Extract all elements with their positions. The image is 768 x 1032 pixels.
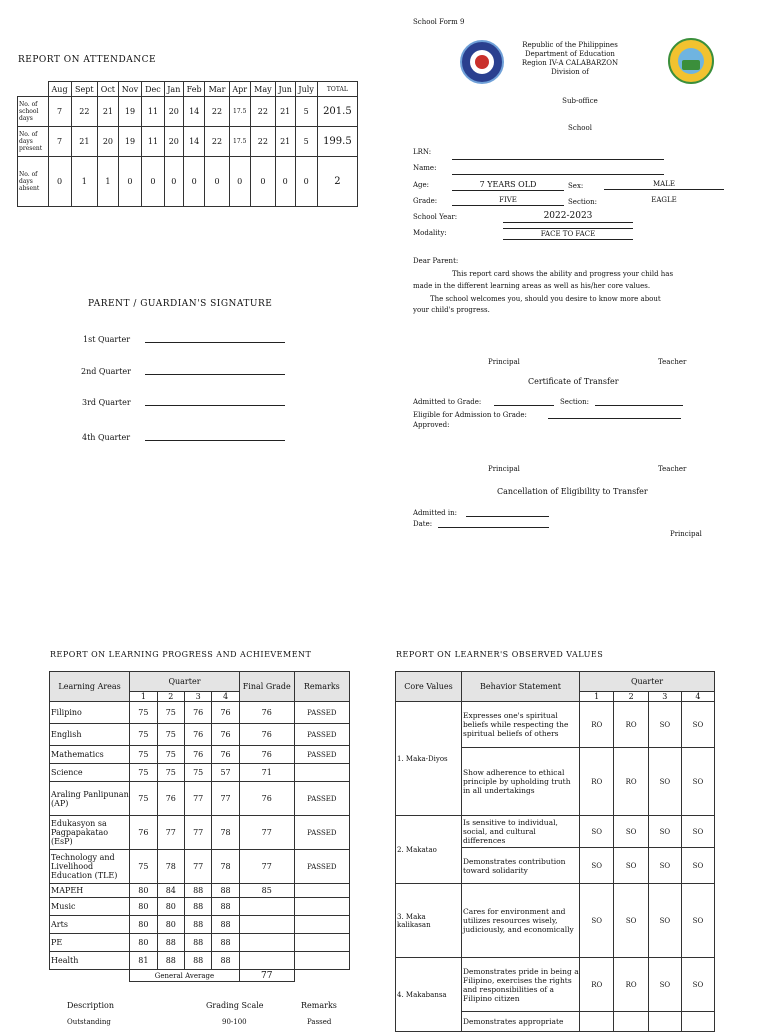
month-header: July (295, 82, 317, 97)
quarter-grade: 84 (157, 884, 184, 898)
values-title: REPORT ON LEARNER'S OBSERVED VALUES (396, 650, 604, 659)
learning-row (50, 746, 350, 764)
learning-area: Science (50, 764, 130, 782)
learning-row (50, 952, 350, 970)
certificate-title: Certificate of Transfer (528, 377, 619, 386)
value-rating: RO (580, 748, 614, 816)
modality-label: Modality: (413, 229, 447, 237)
cell: 22 (250, 127, 275, 157)
admitted-grade-label: Admitted to Grade: (413, 398, 482, 406)
quarter-number: 4 (681, 692, 714, 702)
row-label: No. of days absent (18, 157, 49, 207)
principal-label: Principal (488, 465, 520, 473)
remarks (294, 764, 349, 782)
value-rating (648, 1012, 681, 1032)
cell: 0 (250, 157, 275, 207)
cell: 0 (229, 157, 250, 207)
quarter-grade: 76 (130, 816, 157, 850)
quarter-grade: 88 (184, 898, 211, 916)
learning-area: Filipino (50, 702, 130, 724)
behavior-statement: Show adherence to ethical principle by upholding truth in all undertakings (462, 748, 580, 816)
teacher-label: Teacher (658, 465, 687, 473)
total-cell: 201.5 (317, 97, 357, 127)
grading-scale-label: Grading Scale (206, 1001, 264, 1010)
quarter-grade: 80 (157, 916, 184, 934)
value-rating: SO (614, 848, 648, 884)
grade-value[interactable]: FIVE (452, 196, 564, 206)
behavior-header: Behavior Statement (462, 672, 580, 702)
quarter-number: 3 (184, 692, 211, 702)
value-rating: RO (614, 748, 648, 816)
quarter-grade: 77 (184, 816, 211, 850)
month-header: Dec (142, 82, 165, 97)
cell: 11 (142, 127, 165, 157)
deped-seal-icon (460, 40, 504, 84)
core-value: 4. Makabansa (396, 958, 462, 1032)
cell: 20 (98, 127, 119, 157)
learning-row (50, 764, 350, 782)
learning-area-header: Learning Areas (50, 672, 130, 702)
learning-area: Araling Panlipunan (AP) (50, 782, 130, 816)
quarter-grade: 78 (157, 850, 184, 884)
quarter-label: 1st Quarter (83, 335, 131, 344)
quarter-grade: 76 (212, 724, 239, 746)
cell: 21 (98, 97, 119, 127)
behavior-statement: Demonstrates appropriate (462, 1012, 580, 1032)
month-header: Sept (71, 82, 97, 97)
values-row (396, 884, 715, 958)
sex-value[interactable]: MALE (604, 180, 724, 190)
value-rating: SO (648, 848, 681, 884)
month-header: Jun (275, 82, 295, 97)
quarter-grade: 88 (184, 952, 211, 970)
cancellation-title: Cancellation of Eligibility to Transfer (497, 487, 648, 496)
value-rating: RO (614, 702, 648, 748)
learning-row (50, 916, 350, 934)
admitted-grade-field[interactable] (494, 405, 554, 406)
final-grade: 77 (239, 816, 294, 850)
remarks-header: Remarks (294, 672, 349, 702)
remarks: PASSED (294, 816, 349, 850)
final-grade: 85 (239, 884, 294, 898)
suboffice-text: Sub-office (562, 97, 598, 105)
cell: 14 (183, 127, 205, 157)
quarter-grade: 75 (184, 764, 211, 782)
letter-line: This report card shows the ability and progress your child has (452, 270, 674, 278)
value-rating: SO (681, 702, 714, 748)
value-rating: SO (580, 884, 614, 958)
learning-area: MAPEH (50, 884, 130, 898)
row-label: No. of days present (18, 127, 49, 157)
cell: 11 (142, 97, 165, 127)
quarter-grade: 88 (212, 898, 239, 916)
remarks (294, 952, 349, 970)
quarter-grade: 80 (157, 898, 184, 916)
remarks: PASSED (294, 782, 349, 816)
school-year-value[interactable]: 2022-2023 (503, 211, 633, 223)
learning-row (50, 884, 350, 898)
total-cell: 199.5 (317, 127, 357, 157)
principal-label: Principal (488, 358, 520, 366)
cell: 0 (48, 157, 71, 207)
descriptor: Outstanding (67, 1018, 111, 1026)
section-value[interactable]: EAGLE (651, 196, 677, 204)
quarter-grade: 80 (130, 916, 157, 934)
cell: 21 (275, 127, 295, 157)
quarter-grade: 88 (212, 916, 239, 934)
approved-label: Approved: (413, 421, 450, 429)
quarter-grade: 76 (157, 782, 184, 816)
total-header: TOTAL (317, 82, 357, 97)
cell: 0 (118, 157, 141, 207)
quarter-grade: 77 (184, 782, 211, 816)
quarter-grade: 88 (184, 916, 211, 934)
quarter-grade: 76 (212, 702, 239, 724)
quarter-grade: 75 (130, 702, 157, 724)
final-grade: 71 (239, 764, 294, 782)
month-header: May (250, 82, 275, 97)
name-label: Name: (413, 164, 437, 172)
quarter-grade: 77 (157, 816, 184, 850)
cell: 5 (295, 127, 317, 157)
cell: 22 (205, 127, 229, 157)
form-number: School Form 9 (413, 18, 465, 26)
quarter-grade: 75 (130, 764, 157, 782)
general-average-label: General Average (130, 970, 240, 982)
final-grade: 76 (239, 724, 294, 746)
quarter-grade: 80 (130, 934, 157, 952)
section-label: Section: (568, 198, 597, 206)
learning-area: PE (50, 934, 130, 952)
final-grade-header: Final Grade (239, 672, 294, 702)
value-rating: RO (580, 958, 614, 1012)
remarks (294, 884, 349, 898)
value-rating: RO (580, 702, 614, 748)
behavior-statement: Demonstrates contribution toward solidarity (462, 848, 580, 884)
cell: 20 (164, 127, 183, 157)
learning-area: Music (50, 898, 130, 916)
value-rating: SO (648, 958, 681, 1012)
value-rating: SO (681, 884, 714, 958)
month-header: Aug (48, 82, 71, 97)
lrn-label: LRN: (413, 148, 432, 156)
values-row (396, 702, 715, 748)
core-value: 3. Maka kalikasan (396, 884, 462, 958)
remarks: PASSED (294, 702, 349, 724)
section-transfer-field[interactable] (595, 405, 683, 406)
learning-title: REPORT ON LEARNING PROGRESS AND ACHIEVEMENT (50, 650, 312, 659)
value-rating (681, 1012, 714, 1032)
deped-header (505, 41, 635, 77)
lrn-field[interactable] (452, 159, 664, 160)
cell: 19 (118, 127, 141, 157)
cell: 22 (205, 97, 229, 127)
quarter-grade: 76 (184, 746, 211, 764)
division-text: Division of (551, 68, 589, 76)
region-text: Region IV-A CALABARZON (521, 59, 619, 67)
cell: 5 (295, 97, 317, 127)
general-average-value: 77 (239, 970, 294, 982)
signature-title: PARENT / GUARDIAN'S SIGNATURE (88, 299, 273, 309)
attendance-title: REPORT ON ATTENDANCE (18, 55, 157, 65)
signature-line[interactable] (145, 374, 285, 375)
value-rating (614, 1012, 648, 1032)
letter-greeting: Dear Parent: (413, 257, 459, 265)
grade-range: 90-100 (222, 1018, 247, 1026)
month-header: Feb (183, 82, 205, 97)
quarter-grade: 78 (212, 816, 239, 850)
section-transfer-label: Section: (560, 398, 589, 406)
values-table (395, 671, 715, 1032)
cell: 20 (164, 97, 183, 127)
learning-area: Health (50, 952, 130, 970)
value-rating: SO (648, 816, 681, 848)
quarter-grade: 75 (157, 724, 184, 746)
learning-area: Arts (50, 916, 130, 934)
cell: 0 (142, 157, 165, 207)
cell: 0 (183, 157, 205, 207)
age-label: Age: (413, 181, 430, 189)
final-grade: 76 (239, 746, 294, 764)
republic-text: Republic of the Philippines (522, 41, 618, 49)
value-rating (580, 1012, 614, 1032)
value-rating: SO (648, 702, 681, 748)
core-value: 2. Makatao (396, 816, 462, 884)
month-header: Oct (98, 82, 119, 97)
quarter-grade: 80 (130, 884, 157, 898)
quarter-grade: 75 (130, 724, 157, 746)
signature-line[interactable] (145, 405, 285, 406)
admitted-in-field[interactable] (466, 516, 549, 517)
quarter-grade: 88 (212, 934, 239, 952)
cell: 0 (205, 157, 229, 207)
modality-value[interactable]: FACE TO FACE (503, 228, 633, 240)
quarter-grade: 88 (212, 952, 239, 970)
quarter-grade: 75 (130, 782, 157, 816)
value-rating: SO (648, 748, 681, 816)
values-row (396, 958, 715, 1012)
quarter-label: 3rd Quarter (82, 398, 131, 407)
quarter-grade: 75 (157, 764, 184, 782)
quarter-header: Quarter (580, 672, 715, 692)
quarter-grade: 88 (184, 884, 211, 898)
value-rating: SO (681, 816, 714, 848)
quarter-grade: 75 (130, 746, 157, 764)
remarks: PASSED (294, 850, 349, 884)
remarks: PASSED (294, 724, 349, 746)
learning-area: Technology and Livelihood Education (TLE) (50, 850, 130, 884)
attendance-table (17, 81, 358, 207)
value-rating: SO (681, 748, 714, 816)
letter-line: made in the different learning areas as well as his/her core values. (413, 282, 651, 290)
behavior-statement: Expresses one's spiritual beliefs while respecting the spiritual beliefs of others (462, 702, 580, 748)
value-rating: SO (614, 816, 648, 848)
quarter-grade: 88 (184, 934, 211, 952)
learning-row (50, 850, 350, 884)
learning-row (50, 816, 350, 850)
date-field[interactable] (438, 527, 549, 528)
signature-line[interactable] (145, 440, 285, 441)
quarter-number: 1 (580, 692, 614, 702)
learning-row (50, 724, 350, 746)
quarter-grade: 75 (130, 850, 157, 884)
quarter-grade: 81 (130, 952, 157, 970)
name-field[interactable] (452, 174, 664, 175)
final-grade (239, 934, 294, 952)
grade-label: Grade: (413, 197, 438, 205)
remarks-label: Remarks (301, 1001, 337, 1010)
quarter-grade: 76 (212, 746, 239, 764)
quarter-number: 3 (648, 692, 681, 702)
final-grade (239, 916, 294, 934)
letter-line: your child's progress. (413, 306, 490, 314)
cell: 7 (48, 97, 71, 127)
school-text: School (568, 124, 592, 132)
cell: 7 (48, 127, 71, 157)
quarter-number: 4 (212, 692, 239, 702)
eligible-field[interactable] (548, 418, 681, 419)
final-grade: 76 (239, 782, 294, 816)
behavior-statement: Demonstrates pride in being a Filipino, exercises the rights and responsibilities of a Filipino citizen (462, 958, 580, 1012)
quarter-label: 4th Quarter (82, 433, 131, 442)
quarter-grade: 75 (157, 702, 184, 724)
quarter-grade: 88 (157, 934, 184, 952)
cell: 0 (164, 157, 183, 207)
final-grade (239, 898, 294, 916)
value-rating: SO (580, 816, 614, 848)
quarter-grade: 88 (212, 884, 239, 898)
cell: 14 (183, 97, 205, 127)
learning-area: English (50, 724, 130, 746)
cell: 17.5 (229, 97, 250, 127)
quarter-grade: 77 (184, 850, 211, 884)
quarter-number: 1 (130, 692, 157, 702)
letter-line: The school welcomes you, should you desire to know more about (430, 295, 661, 303)
value-rating: SO (681, 958, 714, 1012)
sex-label: Sex: (568, 182, 584, 190)
quarter-grade: 57 (212, 764, 239, 782)
cell: 22 (250, 97, 275, 127)
value-rating: SO (648, 884, 681, 958)
signature-line[interactable] (145, 342, 285, 343)
descriptor-remark: Passed (307, 1018, 332, 1026)
month-header: Nov (118, 82, 141, 97)
cell: 19 (118, 97, 141, 127)
learning-row (50, 934, 350, 952)
month-header: Jan (164, 82, 183, 97)
learning-row (50, 782, 350, 816)
age-value[interactable]: 7 YEARS OLD (452, 180, 564, 191)
eligible-label: Eligible for Admission to Grade: (413, 411, 527, 419)
principal-label: Principal (670, 530, 702, 538)
cell: 21 (71, 127, 97, 157)
teacher-label: Teacher (658, 358, 687, 366)
final-grade (239, 952, 294, 970)
values-row (396, 816, 715, 848)
value-rating: SO (580, 848, 614, 884)
core-value: 1. Maka-Diyos (396, 702, 462, 816)
cell: 17.5 (229, 127, 250, 157)
core-values-header: Core Values (396, 672, 462, 702)
quarter-grade: 76 (184, 724, 211, 746)
description-label: Description (67, 1001, 114, 1010)
learning-area: Mathematics (50, 746, 130, 764)
remarks (294, 934, 349, 952)
value-rating: SO (614, 884, 648, 958)
quarter-grade: 76 (184, 702, 211, 724)
month-header: Mar (205, 82, 229, 97)
quarter-number: 2 (157, 692, 184, 702)
behavior-statement: Cares for environment and utilizes resources wisely, judiciously, and economically (462, 884, 580, 958)
row-label: No. of school days (18, 97, 49, 127)
cell: 22 (71, 97, 97, 127)
region-seal-icon (668, 38, 714, 84)
quarter-header: Quarter (130, 672, 240, 692)
cell: 1 (71, 157, 97, 207)
learning-row (50, 702, 350, 724)
quarter-grade: 75 (157, 746, 184, 764)
value-rating: SO (681, 848, 714, 884)
total-cell: 2 (317, 157, 357, 207)
admitted-in-label: Admitted in: (413, 509, 457, 517)
remarks: PASSED (294, 746, 349, 764)
learning-area: Edukasyon sa Pagpapakatao (EsP) (50, 816, 130, 850)
school-year-label: School Year: (413, 213, 458, 221)
remarks (294, 916, 349, 934)
department-text: Department of Education (525, 50, 615, 58)
behavior-statement: Is sensitive to individual, social, and cultural differences (462, 816, 580, 848)
month-header: Apr (229, 82, 250, 97)
quarter-number: 2 (614, 692, 648, 702)
learning-row (50, 898, 350, 916)
value-rating: RO (614, 958, 648, 1012)
final-grade: 76 (239, 702, 294, 724)
quarter-grade: 80 (130, 898, 157, 916)
cell: 0 (295, 157, 317, 207)
quarter-label: 2nd Quarter (81, 367, 131, 376)
quarter-grade: 78 (212, 850, 239, 884)
remarks (294, 898, 349, 916)
quarter-grade: 88 (157, 952, 184, 970)
cell: 21 (275, 97, 295, 127)
cell: 0 (275, 157, 295, 207)
learning-table (49, 671, 350, 982)
final-grade: 77 (239, 850, 294, 884)
quarter-grade: 77 (212, 782, 239, 816)
cell: 1 (98, 157, 119, 207)
date-label: Date: (413, 520, 433, 528)
